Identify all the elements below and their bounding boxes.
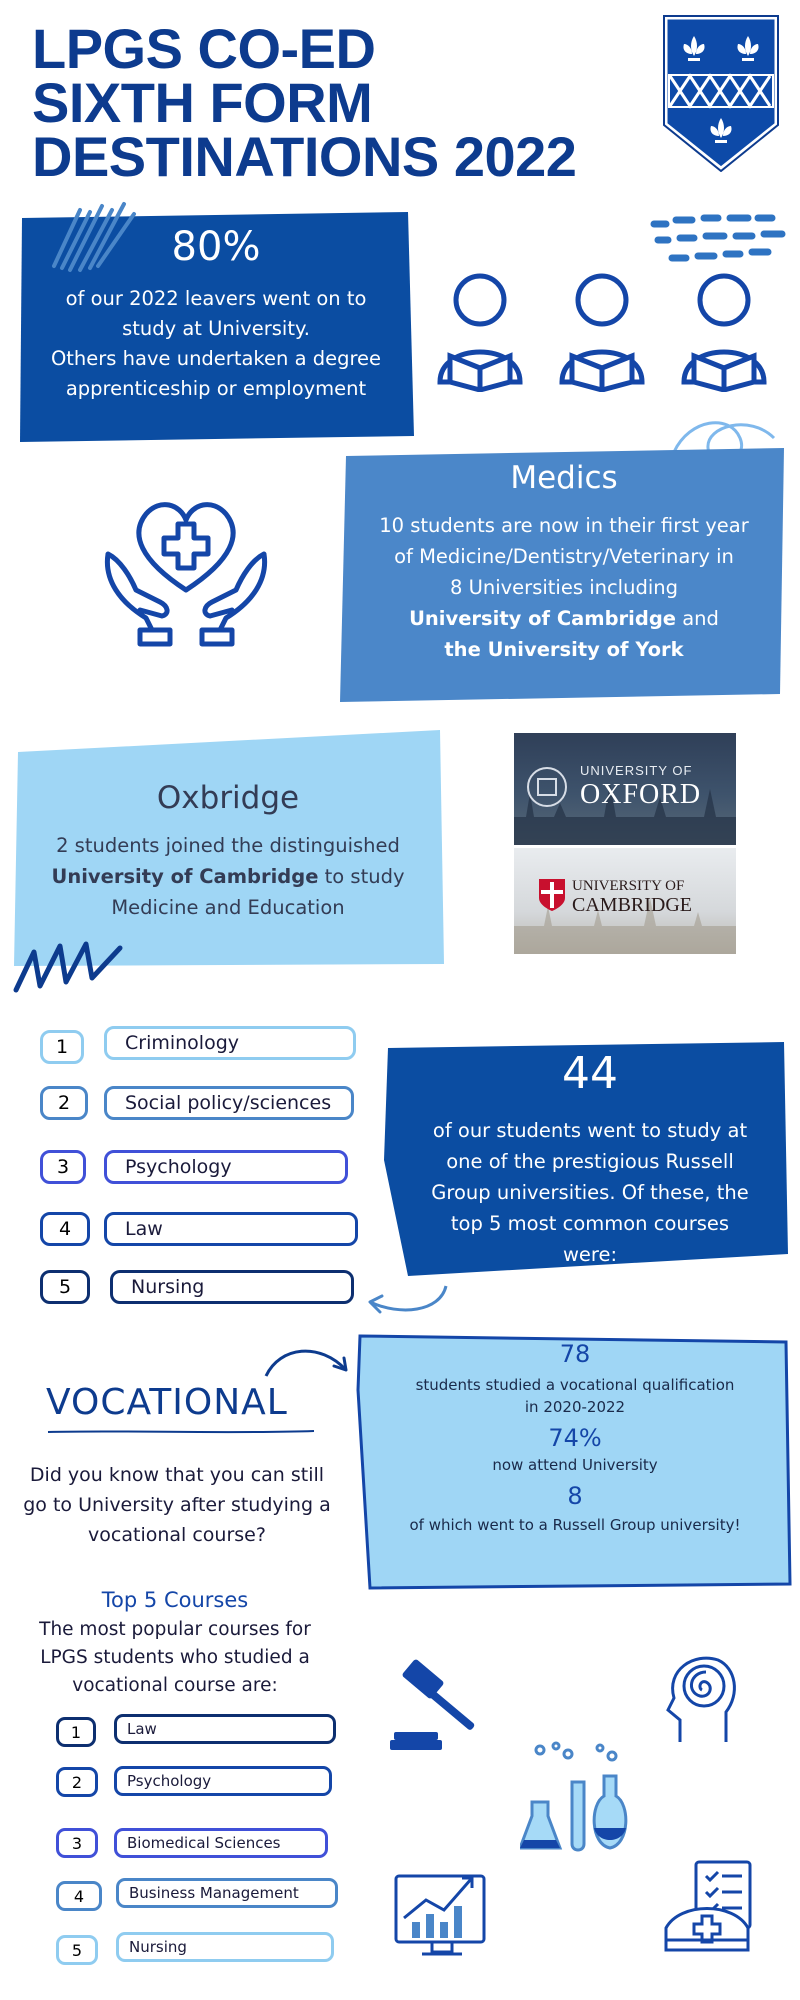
russell-card [390,1048,790,1270]
russell-line-3: Group universities. Of these, the [431,1181,749,1204]
university-stat-line-3: Others have undertaken a degree [50,347,382,370]
title-line-3: DESTINATIONS 2022 [32,125,577,188]
russell-stat-value: 44 [562,1048,618,1099]
vocational-stat1-line-2: in 2020-2022 [524,1398,626,1416]
vocational-course-num-2: 2 [56,1767,98,1797]
vocational-stat2-text: now attend University [492,1456,658,1474]
medics-bold-york: the University of York [444,638,684,661]
medics-line-2: of Medicine/Dentistry/Veterinary in [394,545,734,568]
russell-line-4: top 5 most common courses [450,1212,730,1235]
russell-course-2: Social policy/sciences [104,1086,354,1120]
vocational-course-4: Business Management [116,1878,338,1908]
vocational-underline [46,1428,316,1436]
medics-line-3: 8 Universities including [449,576,678,599]
russell-line-2: one of the prestigious Russell [446,1150,734,1173]
title-line-1: LPGS CO-ED [32,17,376,80]
university-stat-card [16,224,416,404]
cambridge-logo-main: CAMBRIDGE [572,894,693,916]
vocational-course-2: Psychology [114,1766,332,1796]
russell-course-5: Nursing [110,1270,354,1304]
curved-arrow-right-icon [260,1342,360,1382]
growth-chart-icon [392,1856,492,1958]
vocational-question-line-1: Did you know that you can still [29,1464,325,1486]
reading-students-icon [424,272,794,392]
russell-course-num-4: 4 [40,1212,90,1246]
medics-bold-cambridge: University of Cambridge [409,607,677,630]
title-line-2: SIXTH FORM [32,71,373,134]
russell-course-4: Law [104,1212,358,1246]
university-stat-line-1: of our 2022 leavers went on to [65,287,367,310]
medics-heading: Medics [510,460,618,496]
dashes-decor-icon [648,210,798,266]
vocational-course-num-1: 1 [56,1717,96,1747]
oxford-logo-main: OXFORD [580,779,702,810]
oxford-logo-top: UNIVERSITY OF [580,763,693,778]
medics-and: and [682,607,719,630]
zigzag-decor-icon [10,930,130,1000]
university-stat-line-4: apprenticeship or employment [65,377,367,400]
cambridge-logo-image [514,848,736,954]
vocational-top5-line-1: The most popular courses for [39,1619,311,1640]
russell-line-5: were: [562,1243,618,1266]
cambridge-logo-top: UNIVERSITY OF [572,878,685,894]
medics-card [344,460,784,665]
brain-head-icon [660,1650,740,1746]
vocational-question [12,1460,342,1550]
vocational-top5-line-3: vocational course are: [72,1675,278,1696]
oxford-logo-image [514,733,736,845]
nurse-cap-checklist-icon [660,1858,760,1958]
vocational-course-1: Law [114,1714,336,1744]
gavel-icon [390,1658,494,1754]
russell-course-num-1: 1 [40,1030,84,1064]
oxbridge-card [18,780,438,923]
vocational-course-num-3: 3 [56,1828,98,1858]
vocational-question-line-2: go to University after studying a [23,1494,331,1516]
medics-line-1: 10 students are now in their first year [379,514,749,537]
cambridge-crest-icon [538,878,566,912]
russell-course-num-3: 3 [40,1150,86,1184]
vocational-heading: VOCATIONAL [46,1382,288,1423]
oxbridge-line-3: Medicine and Education [111,896,345,919]
oxford-crest-icon [526,761,568,813]
vocational-stats-card [362,1340,788,1536]
russell-course-num-2: 2 [40,1086,88,1120]
vocational-stat3-text: of which went to a Russell Group university! [409,1516,741,1534]
vocational-top5 [20,1588,330,1700]
vocational-question-line-3: vocational course? [88,1524,266,1546]
russell-course-num-5: 5 [40,1270,90,1304]
vocational-course-5: Nursing [116,1932,334,1962]
vocational-course-num-4: 4 [56,1881,102,1911]
heart-hands-icon [100,490,272,650]
vocational-stat1-value: 78 [559,1340,591,1368]
page-title [32,17,672,188]
vocational-top5-heading: Top 5 Courses [101,1588,249,1612]
oxbridge-heading: Oxbridge [156,780,300,816]
oxbridge-line-2: to study [324,865,405,888]
school-crest-icon [662,14,780,172]
vocational-stat2-value: 74% [548,1424,602,1452]
russell-course-1: Criminology [104,1026,356,1060]
vocational-top5-line-2: LPGS students who studied a [40,1647,310,1668]
lab-flasks-icon [520,1740,636,1856]
university-stat-line-2: study at University. [122,317,310,340]
vocational-course-num-5: 5 [56,1935,98,1965]
curved-arrow-left-icon [360,1282,460,1322]
university-stat-value: 80% [171,224,261,270]
vocational-course-3: Biomedical Sciences [114,1828,328,1858]
vocational-stat1-line-1: students studied a vocational qualification [415,1376,735,1394]
vocational-stat3-value: 8 [567,1482,583,1510]
russell-course-3: Psychology [104,1150,348,1184]
oxbridge-line-1: 2 students joined the distinguished [56,834,400,857]
russell-line-1: of our students went to study at [432,1119,748,1142]
oxbridge-bold-cambridge: University of Cambridge [51,865,319,888]
